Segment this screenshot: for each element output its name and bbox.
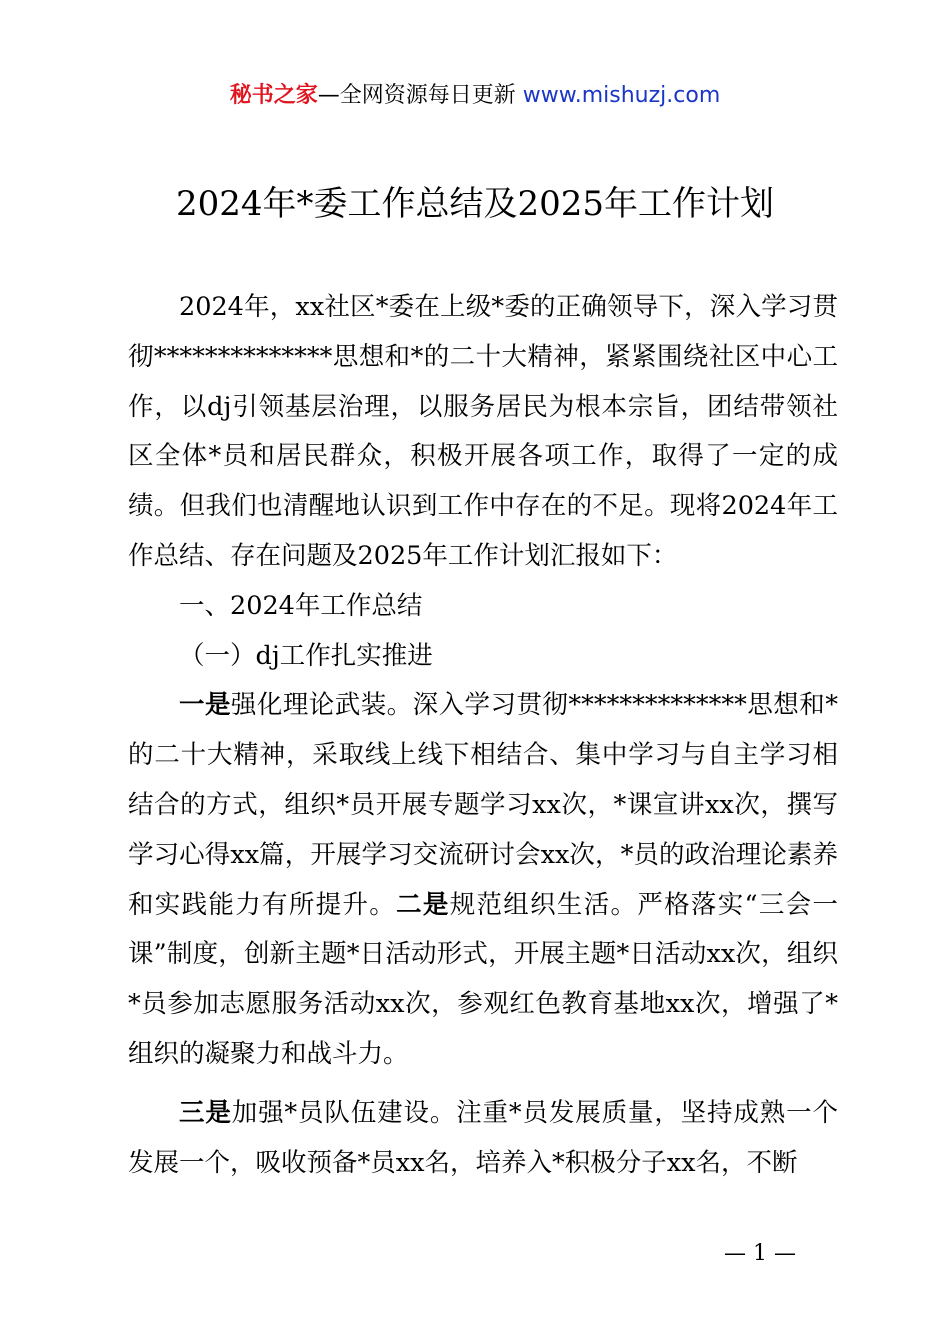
paragraph-text: 规范组织生活。严格落实“三会一课”制度，创新主题*日活动形式，开展主题*日活动xx次，组织*员参加志愿服务活动xx次，参观红色教育基地xx次，增强了*组织的凝聚力和战斗力。 — [128, 889, 838, 1069]
site-url[interactable]: www.mishuzj.com — [522, 83, 721, 108]
document-title: 2024年*委工作总结及2025年工作计划 — [175, 184, 775, 224]
lead-phrase: 一是 — [179, 690, 231, 721]
paragraph-text: 加强*员队伍建设。注重*员发展质量，坚持成熟一个发展一个，吸收预备*员xx名，培养入*积极分子xx名，不断 — [128, 1097, 838, 1178]
subsection-heading: （一）dj工作扎实推进 — [179, 640, 433, 671]
body-paragraph — [128, 681, 838, 1079]
lead-phrase: 二是 — [396, 889, 450, 920]
lead-phrase: 三是 — [179, 1097, 232, 1128]
document-body — [128, 283, 838, 1188]
paragraph-text: 强化理论武装。深入学习贯彻**************思想和*的二十大精神，采取线上线下相结合、集中学习与自主学习相结合的方式，组织*员开展专题学习xx次，*课宣讲xx次，撰写学习心得xx篇，开展学习交流研讨会xx次，*员的政治理论素养和实践能力有所提升。 — [128, 690, 838, 920]
watermark-header — [0, 80, 950, 112]
intro-paragraph: 2024年，xx社区*委在上级*委的正确领导下，深入学习贯彻**************思想和*的二十大精神，紧紧围绕社区中心工作，以dj引领基层治理，以服务居民为根本宗旨，团结带领社区全体*员和居民群众，积极开展各项工作，取得了一定的成绩。但我们也清醒地认识到工作中存在的不足。现将2024年工作总结、存在问题及2025年工作计划汇报如下： — [128, 292, 838, 571]
page-number: — 1 — — [724, 1241, 796, 1266]
brand-name: 秘书之家 — [229, 83, 318, 108]
section-heading: 一、2024年工作总结 — [179, 590, 423, 621]
header-tagline: —全网资源每日更新 — [317, 83, 516, 108]
body-paragraph — [128, 1089, 838, 1189]
